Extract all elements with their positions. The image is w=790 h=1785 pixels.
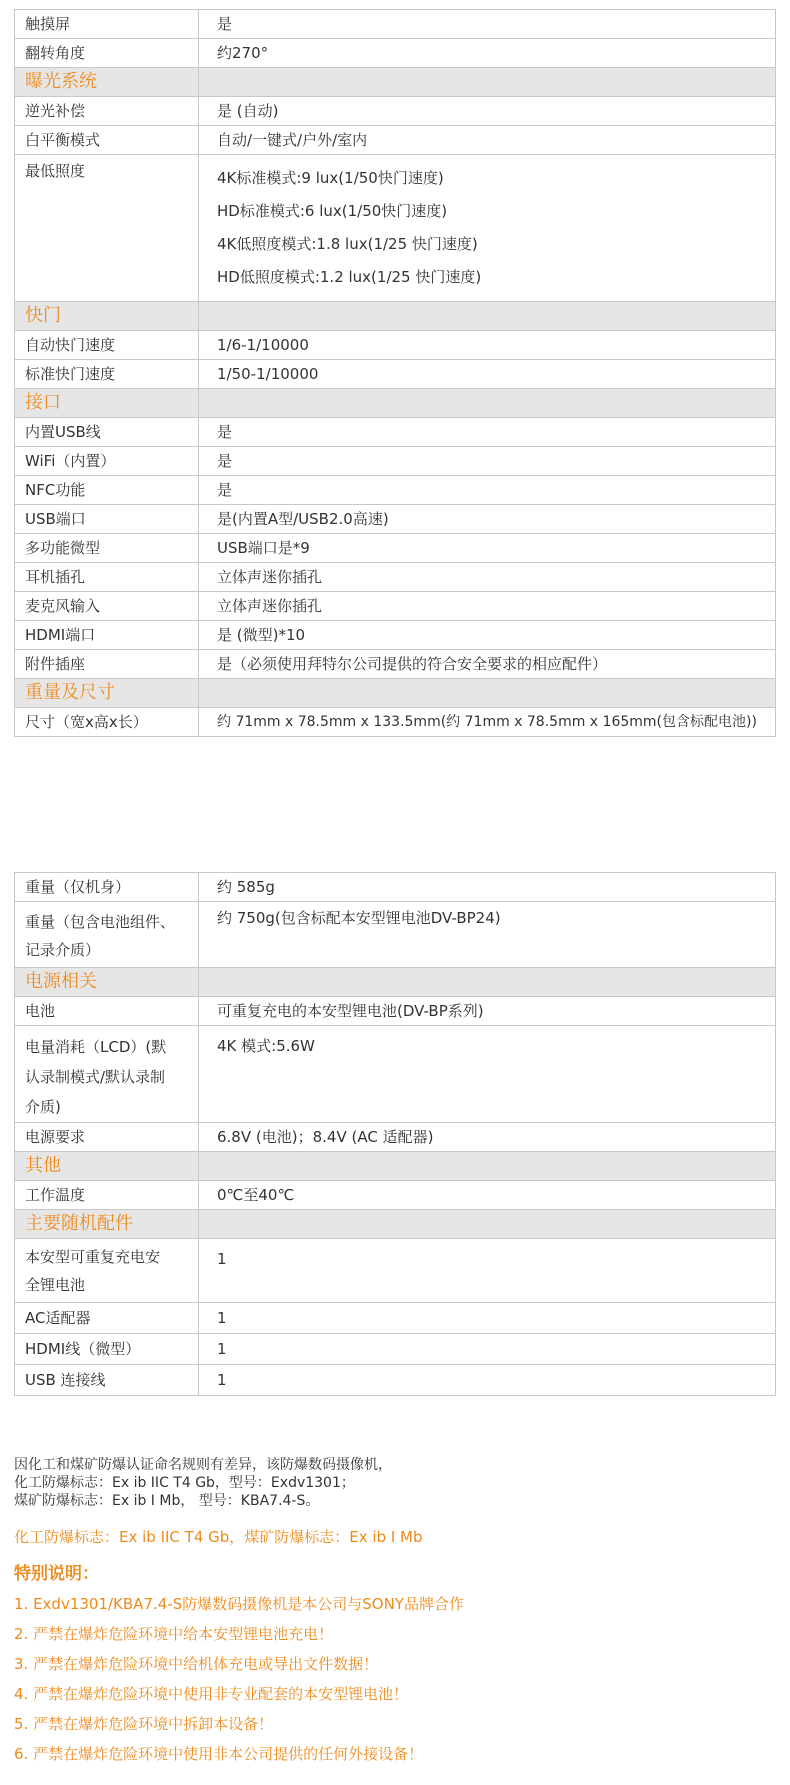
section-header — [15, 679, 776, 708]
row-value: 0℃至40℃ — [199, 1181, 776, 1210]
section-header — [15, 968, 776, 997]
row-value: 约 750g(包含标配本安型锂电池DV-BP24) — [199, 902, 776, 968]
table-row — [15, 1123, 776, 1152]
row-value: 1 — [199, 1303, 776, 1334]
warning-item: 4. 严禁在爆炸危险环境中使用非专业配套的本安型锂电池！ — [14, 1685, 409, 1703]
label-line: 认录制模式/默认录制 — [25, 1068, 166, 1086]
row-label: 附件插座 — [15, 650, 199, 679]
section-title: 电源相关 — [15, 968, 199, 997]
row-label: 麦克风输入 — [15, 592, 199, 621]
row-label: 触摸屏 — [15, 10, 199, 39]
row-label: WiFi（内置） — [15, 447, 199, 476]
row-label — [15, 1026, 199, 1123]
row-value: 是 (微型)*10 — [199, 621, 776, 650]
row-label: AC适配器 — [15, 1303, 199, 1334]
table-row — [15, 1181, 776, 1210]
row-value: 1 — [199, 1239, 776, 1303]
row-label — [15, 1239, 199, 1303]
table-row — [15, 1026, 776, 1123]
row-label: NFC功能 — [15, 476, 199, 505]
table-row — [15, 902, 776, 968]
row-value: 是 — [199, 476, 776, 505]
section-title: 快门 — [15, 302, 199, 331]
warning-item: 1. Exdv1301/KBA7.4-S防爆数码摄像机是本公司与SONY品牌合作 — [14, 1595, 464, 1613]
warning-item: 5. 严禁在爆炸危险环境中拆卸本设备！ — [14, 1715, 274, 1733]
table-row — [15, 447, 776, 476]
table-row — [15, 476, 776, 505]
warning-item: 2. 严禁在爆炸危险环境中给本安型锂电池充电！ — [14, 1625, 334, 1643]
row-label: USB 连接线 — [15, 1365, 199, 1396]
table-row — [15, 126, 776, 155]
label-line: 本安型可重复充电安 — [25, 1247, 161, 1266]
section-title: 重量及尺寸 — [15, 679, 199, 708]
warning-item: 6. 严禁在爆炸危险环境中使用非本公司提供的任何外接设备！ — [14, 1745, 424, 1763]
row-label: 最低照度 — [15, 155, 199, 302]
table-row — [15, 650, 776, 679]
row-value: 1/50-1/10000 — [199, 360, 776, 389]
table-row — [15, 331, 776, 360]
row-value: 约270° — [199, 39, 776, 68]
special-notes-title: 特别说明： — [14, 1564, 99, 1584]
row-value: 1 — [199, 1365, 776, 1396]
row-label: USB端口 — [15, 505, 199, 534]
label-line: 全锂电池 — [25, 1275, 86, 1294]
row-label: HDMI线（微型） — [15, 1334, 199, 1365]
row-value: 立体声迷你插孔 — [199, 592, 776, 621]
row-value: 是 — [199, 447, 776, 476]
label-line: 电量消耗（LCD）(默 — [25, 1038, 167, 1056]
row-value: 是(内置A型/USB2.0高速) — [199, 505, 776, 534]
table-row — [15, 1334, 776, 1365]
value-line: 4K低照度模式:1.8 lux(1/25 快门速度) — [217, 235, 478, 253]
table-row — [15, 563, 776, 592]
row-value: 可重复充电的本安型锂电池(DV-BP系列) — [199, 997, 776, 1026]
notes-section — [14, 1456, 776, 1764]
note-line: 因化工和煤矿防爆认证命名规则有差异，该防爆数码摄像机， — [14, 1457, 392, 1473]
row-value: 1 — [199, 1334, 776, 1365]
row-label: 翻转角度 — [15, 39, 199, 68]
row-label: 多功能微型 — [15, 534, 199, 563]
row-label: 内置USB线 — [15, 418, 199, 447]
row-label: 电源要求 — [15, 1123, 199, 1152]
explosion-proof-highlight: 化工防爆标志：Ex ib IIC T4 Gb，煤矿防爆标志：Ex ib I Mb — [14, 1528, 423, 1546]
table-row — [15, 997, 776, 1026]
table-row — [15, 155, 776, 302]
row-value: 约 71mm x 78.5mm x 133.5mm(约 71mm x 78.5mm x 165mm(包含标配电池)) — [199, 708, 776, 737]
table-row — [15, 360, 776, 389]
row-value: 1/6-1/10000 — [199, 331, 776, 360]
section-title: 其他 — [15, 1152, 199, 1181]
table-row — [15, 1303, 776, 1334]
value-line: HD标准模式:6 lux(1/50快门速度) — [217, 202, 448, 220]
table-row — [15, 505, 776, 534]
row-value: 是 — [199, 10, 776, 39]
row-value: USB端口是*9 — [199, 534, 776, 563]
section-header — [15, 302, 776, 331]
table-row — [15, 1239, 776, 1303]
table-row — [15, 708, 776, 737]
row-value: 是（必须使用拜特尔公司提供的符合安全要求的相应配件） — [199, 650, 776, 679]
table-row — [15, 592, 776, 621]
table-row — [15, 418, 776, 447]
table-row — [15, 97, 776, 126]
row-value: 是 — [199, 418, 776, 447]
section-title: 主要随机配件 — [15, 1210, 199, 1239]
row-value: 6.8V (电池)；8.4V (AC 适配器) — [199, 1123, 776, 1152]
table-row — [15, 621, 776, 650]
row-label: 电池 — [15, 997, 199, 1026]
note-line: 化工防爆标志：Ex ib IIC T4 Gb，型号：Exdv1301； — [14, 1475, 355, 1491]
section-header — [15, 1210, 776, 1239]
row-value: 是 (自动) — [199, 97, 776, 126]
row-label: 标准快门速度 — [15, 360, 199, 389]
row-label: 耳机插孔 — [15, 563, 199, 592]
table-row — [15, 1365, 776, 1396]
table-row — [15, 534, 776, 563]
note-line: 煤矿防爆标志：Ex ib I Mb， 型号：KBA7.4-S。 — [14, 1493, 320, 1509]
row-value: 自动/一键式/户外/室内 — [199, 126, 776, 155]
spec-table-2 — [14, 872, 776, 1396]
row-value: 4K 模式:5.6W — [199, 1026, 776, 1123]
row-label: 自动快门速度 — [15, 331, 199, 360]
section-title: 接口 — [15, 389, 199, 418]
value-line: 4K标准模式:9 lux(1/50快门速度) — [217, 169, 444, 187]
label-line: 介质) — [25, 1098, 61, 1116]
section-header — [15, 68, 776, 97]
row-label: 重量（仅机身） — [15, 873, 199, 902]
table-row — [15, 39, 776, 68]
section-header — [15, 1152, 776, 1181]
row-label: 工作温度 — [15, 1181, 199, 1210]
row-label: 逆光补偿 — [15, 97, 199, 126]
row-label: HDMI端口 — [15, 621, 199, 650]
label-line: 重量（包含电池组件、 — [25, 913, 176, 931]
table-row — [15, 10, 776, 39]
row-label — [15, 902, 199, 968]
section-header — [15, 389, 776, 418]
row-value: 约 585g — [199, 873, 776, 902]
row-label: 尺寸（宽x高x长） — [15, 708, 199, 737]
row-label: 白平衡模式 — [15, 126, 199, 155]
warning-item: 3. 严禁在爆炸危险环境中给机体充电或导出文件数据！ — [14, 1655, 379, 1673]
row-value: 立体声迷你插孔 — [199, 563, 776, 592]
spec-table-1 — [14, 9, 776, 737]
label-line: 记录介质） — [25, 941, 101, 959]
value-line: HD低照度模式:1.2 lux(1/25 快门速度) — [217, 268, 482, 286]
section-title: 曝光系统 — [15, 68, 199, 97]
table-row — [15, 873, 776, 902]
row-value — [199, 155, 776, 302]
